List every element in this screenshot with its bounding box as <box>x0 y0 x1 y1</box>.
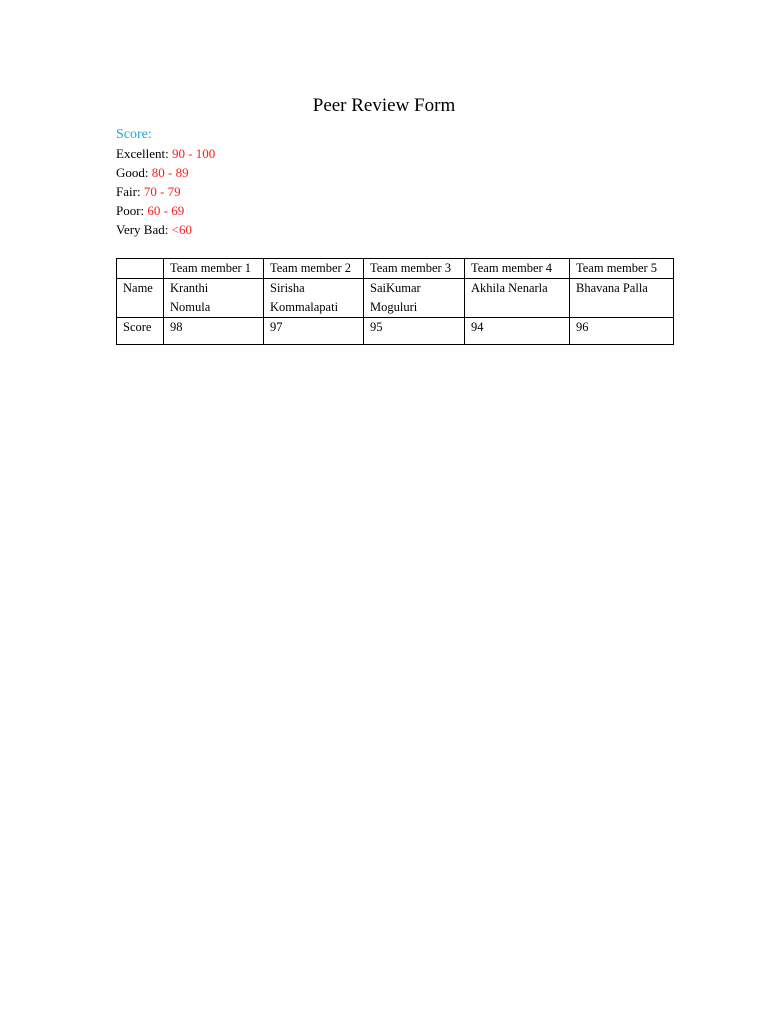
row-label-name: Name <box>117 279 164 318</box>
score-legend-heading: Score: <box>116 127 152 142</box>
score-legend-range: <60 <box>171 222 192 237</box>
score-legend-label: Fair: <box>116 184 141 199</box>
member-name-line: Kommalapati <box>270 300 339 314</box>
member-score-cell: 98 <box>164 318 264 345</box>
row-label-score: Score <box>117 318 164 345</box>
table-row-name <box>117 279 674 318</box>
score-legend-label: Good: <box>116 165 149 180</box>
member-score-cell: 97 <box>264 318 364 345</box>
member-name-line: Kranthi <box>170 281 209 295</box>
member-name-line: Akhila Nenarla <box>471 281 548 295</box>
member-name-cell <box>465 279 570 318</box>
member-score-cell: 94 <box>465 318 570 345</box>
score-legend-range: 60 - 69 <box>147 203 185 218</box>
peer-review-table <box>116 258 674 345</box>
score-legend-label: Very Bad: <box>116 222 169 237</box>
member-name-cell <box>164 279 264 318</box>
member-name-cell <box>570 279 674 318</box>
member-name-line: Nomula <box>170 300 211 314</box>
member-score-cell: 95 <box>364 318 465 345</box>
score-legend-row-excellent <box>116 144 215 163</box>
score-legend-range: 90 - 100 <box>171 146 216 161</box>
table-header-cell: Team member 2 <box>264 259 364 279</box>
member-name-cell <box>364 279 465 318</box>
score-legend-label: Excellent: <box>116 146 169 161</box>
table-header-cell: Team member 4 <box>465 259 570 279</box>
table-header-cell: Team member 5 <box>570 259 674 279</box>
score-legend-row-poor <box>116 201 215 220</box>
member-name-line: Moguluri <box>370 300 418 314</box>
table-header-row <box>117 259 674 279</box>
member-name-line: SaiKumar <box>370 281 421 295</box>
score-legend-row-fair <box>116 182 215 201</box>
member-name-line: Bhavana Palla <box>576 281 648 295</box>
score-legend <box>116 125 215 239</box>
score-legend-range: 80 - 89 <box>151 165 189 180</box>
member-score-cell: 96 <box>570 318 674 345</box>
member-name-cell <box>264 279 364 318</box>
table-header-cell: Team member 3 <box>364 259 465 279</box>
table-row-score <box>117 318 674 345</box>
score-legend-row-good <box>116 163 215 182</box>
member-name-line: Sirisha <box>270 281 305 295</box>
page-title: Peer Review Form <box>312 95 456 116</box>
table-header-cell: Team member 1 <box>164 259 264 279</box>
score-legend-row-very-bad <box>116 220 215 239</box>
score-legend-label: Poor: <box>116 203 145 218</box>
score-legend-range: 70 - 79 <box>143 184 181 199</box>
table-header-cell-empty <box>117 259 164 279</box>
